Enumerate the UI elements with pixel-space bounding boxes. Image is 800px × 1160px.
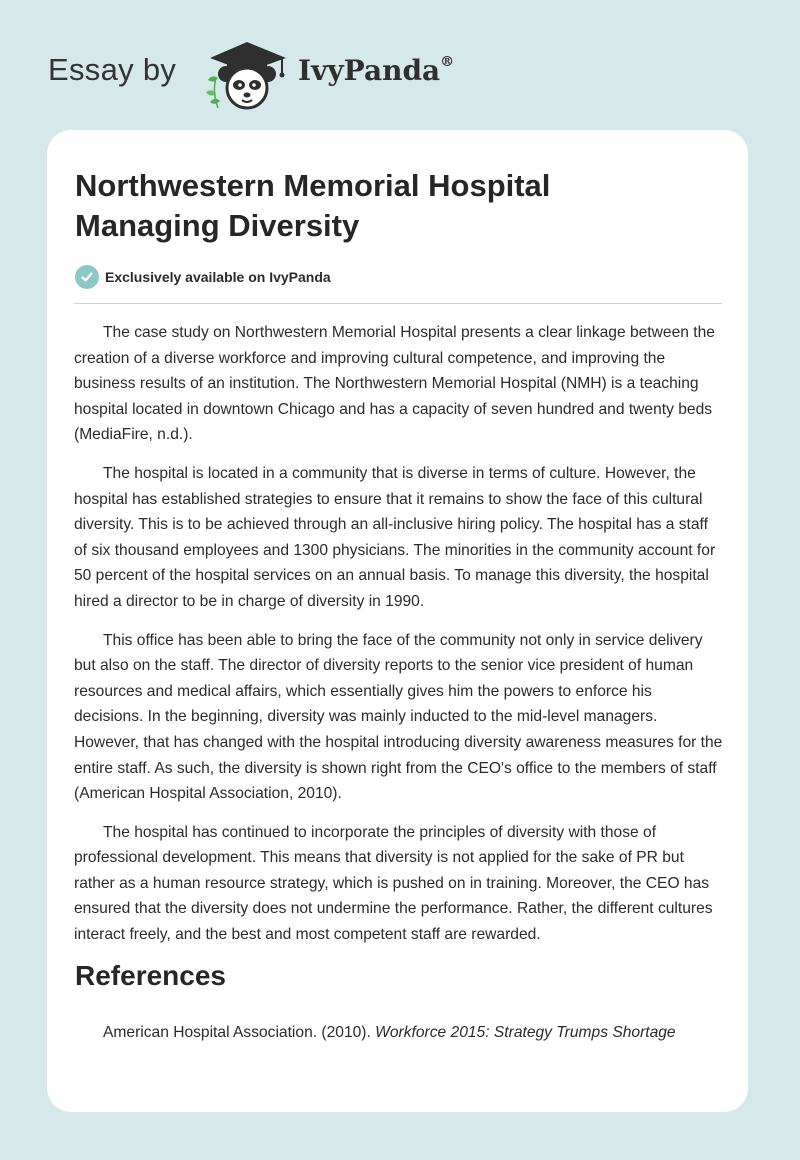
- paragraph: The hospital has continued to incorporate the principles of diversity with those of professional development. This means that diversity is not applied for the sake of PR but rather as a human resource strategy, which is pushed on in training. Moreover, the CEO has ensured that the diversity does not undermine the performance. Rather, the different cultures interact freely, and the best and most competent staff are rewarded.: [74, 823, 713, 944]
- reference-title: Workforce 2015: Strategy Trumps Shortage: [375, 1024, 676, 1041]
- registered-mark: ®: [440, 53, 455, 70]
- reference-item: [103, 1020, 743, 1046]
- essay-body: [74, 320, 724, 961]
- references-heading: References: [75, 960, 226, 991]
- title-line-2: Managing Diversity: [75, 208, 360, 243]
- reference-author-year: American Hospital Association. (2010).: [103, 1024, 376, 1041]
- exclusive-label: Exclusively available on IvyPanda: [105, 269, 331, 285]
- exclusive-badge: [75, 264, 331, 290]
- paragraph: This office has been able to bring the face of the community not only in service delivery but also on the staff. The director of diversity reports to the senior vice president of human resources and medical affairs, which essentially gives him the powers to enforce his decisions. In the beginning, diversity was mainly inducted to the mid-level managers. However, that has changed with the hospital introducing diversity awareness measures for the entire staff. As such, the diversity is shown right from the CEO's office to the members of staff (American Hospital Association, 2010).: [74, 631, 723, 803]
- title-line-1: Northwestern Memorial Hospital: [75, 168, 551, 203]
- brand-name[interactable]: [298, 54, 454, 87]
- paragraph: The case study on Northwestern Memorial Hospital presents a clear linkage between the creation of a diverse workforce and improving cultural competence, and improving the business results of an institution. The Northwestern Memorial Hospital (NMH) is a teaching hospital located in downtown Chicago and has a capacity of seven hundred and twenty beds (MediaFire, n.d.).: [74, 324, 715, 444]
- brand-text: IvyPanda: [298, 54, 441, 87]
- divider: [74, 303, 722, 304]
- check-circle-icon: [75, 265, 99, 289]
- essay-by-label: Essay by: [48, 52, 177, 87]
- page-title: [75, 166, 715, 246]
- panda-graduate-icon[interactable]: [202, 38, 292, 110]
- essay-card: [47, 130, 748, 1112]
- paragraph: The hospital is located in a community that is diverse in terms of culture. However, the hospital has established strategies to ensure that it remains to show the face of this cultural diversity. This is to be achieved through an all-inclusive hiring policy. The hospital has a staff of six thousand employees and 1300 physicians. The minorities in the community account for 50 percent of the hospital services on an annual basis. To manage this diversity, the hospital hired a director to be in charge of diversity in 1990.: [74, 464, 716, 610]
- site-header: [48, 36, 768, 116]
